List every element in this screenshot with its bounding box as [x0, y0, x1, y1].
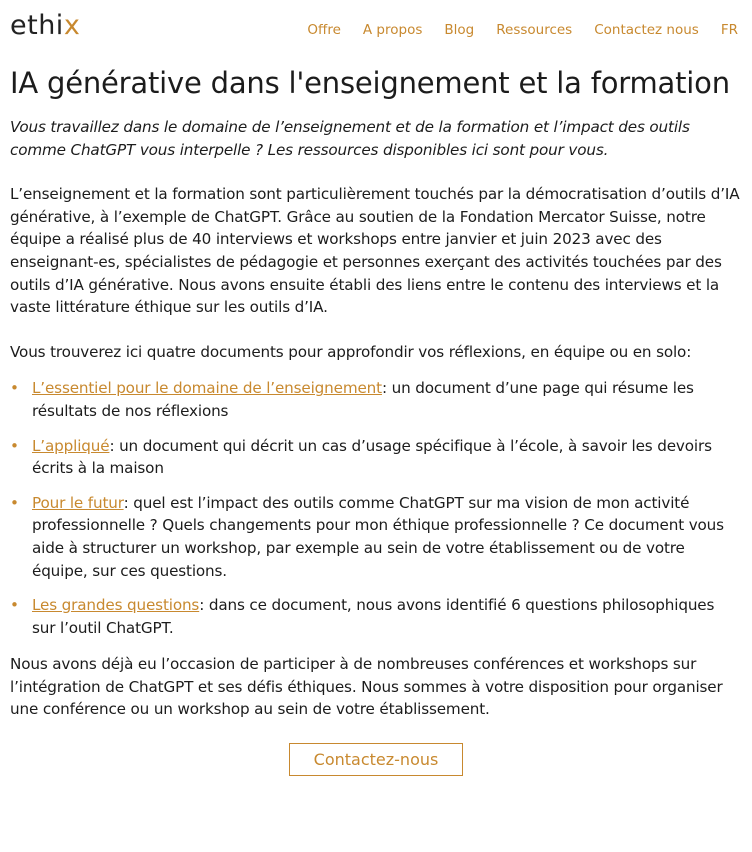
document-link-applique[interactable]: L’appliqué — [32, 436, 110, 455]
site-header — [0, 0, 752, 60]
bullet-icon: • — [10, 493, 19, 512]
document-link-futur[interactable]: Pour le futur — [32, 493, 124, 512]
bullet-icon: • — [10, 436, 19, 455]
documents-intro: Vous trouverez ici quatre documents pour approfondir vos réflexions, en équipe ou en solo: — [10, 342, 692, 361]
document-description: : un document d’une page qui résume les résultats de nos réflexions — [32, 379, 694, 420]
conference-paragraph: Nous avons déjà eu l’occasion de participer à de nombreuses conférences et workshops sur l’intégration de ChatGPT et ses défis éthiques. Nous sommes à votre disposition pour organiser une conférence ou un workshop au sein de votre établissement. — [10, 655, 723, 719]
contact-button[interactable]: Contactez-nous — [289, 743, 464, 776]
document-link-grandes-questions[interactable]: Les grandes questions — [32, 596, 200, 615]
documents-list — [10, 377, 742, 639]
nav-a-propos[interactable]: A propos — [362, 22, 423, 38]
nav-blog[interactable]: Blog — [444, 22, 475, 38]
intro-paragraph: Vous travaillez dans le domaine de l’enseignement et de la formation et l’impact des outils comme ChatGPT vous interpelle ? Les ressources disponibles ici sont pour vous. — [10, 118, 690, 159]
logo-accent: x — [63, 10, 81, 41]
language-switch[interactable]: FR — [720, 22, 738, 38]
document-link-essentiel[interactable]: L’essentiel pour le domaine de l’enseignement — [32, 379, 382, 398]
page-title: IA générative dans l'enseignement et la formation — [10, 66, 730, 100]
document-description: : quel est l’impact des outils comme ChatGPT sur ma vision de mon activité professionnelle ? Quels changements pour mon éthique professionnelle ? Ce document vous aide à structurer un workshop, par exemple au sein de votre établissement ou de votre équipe, sur ces questions. — [32, 493, 724, 580]
list-item — [10, 435, 742, 480]
nav-ressources[interactable]: Ressources — [496, 22, 573, 38]
bullet-icon: • — [10, 379, 19, 398]
main-content — [10, 64, 742, 776]
nav-contactez-nous[interactable]: Contactez nous — [594, 22, 699, 38]
nav-offre[interactable]: Offre — [307, 22, 341, 38]
main-nav — [307, 22, 738, 38]
ethix-logo[interactable] — [10, 10, 80, 41]
context-paragraph: L’enseignement et la formation sont particulièrement touchés par la démocratisation d’outils d’IA générative, à l’exemple de ChatGPT. Grâce au soutien de la Fondation Mercator Suisse, notre équipe a réalisé plus de 40 interviews et workshops entre janvier et juin 2023 avec des enseignant-es, spécialistes de pédagogie et personnes exerçant des activités touchées par des outils d’IA générative. Nous avons ensuite établi des liens entre le contenu des interviews et la vaste littérature éthique sur les outils d’IA. — [10, 185, 740, 317]
document-description: : dans ce document, nous avons identifié 6 questions philosophiques sur l’outil ChatGPT. — [32, 596, 715, 637]
logo-text: ethi — [10, 10, 64, 41]
list-item — [10, 594, 742, 639]
bullet-icon: • — [10, 596, 19, 615]
list-item — [10, 377, 742, 422]
document-description: : un document qui décrit un cas d’usage spécifique à l’école, à savoir les devoirs écrits à la maison — [32, 436, 712, 478]
list-item — [10, 492, 742, 582]
button-container — [10, 743, 742, 776]
